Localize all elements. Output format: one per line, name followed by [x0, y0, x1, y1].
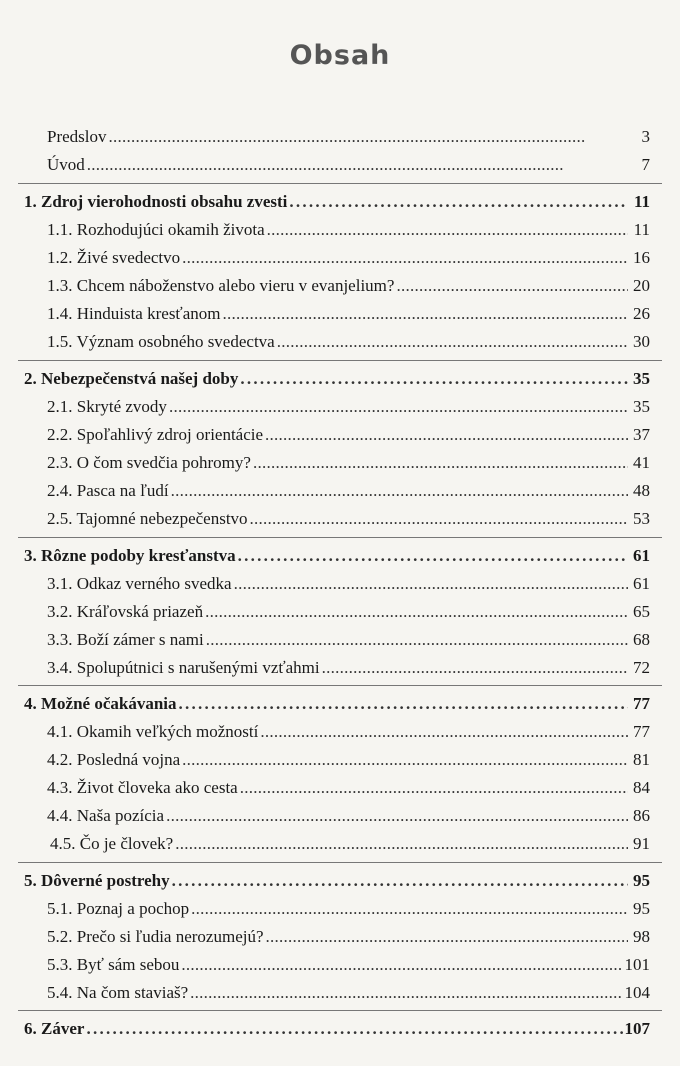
dot-leader: [240, 368, 628, 390]
toc-entry-label: 2.5. Tajomné nebezpečenstvo: [47, 509, 248, 528]
toc-entry-label: Predslov: [47, 127, 107, 146]
toc-entry-label: 1.5. Význam osobného svedectva: [47, 332, 275, 351]
toc-chapter-entry: [24, 191, 650, 213]
toc-entry: [47, 452, 650, 474]
toc-page-number: 48: [633, 481, 650, 500]
toc-entry-label: 5.2. Prečo si ľudia nerozumejú?: [47, 927, 264, 946]
toc-page-number: 107: [624, 1019, 650, 1038]
toc-entry: [47, 657, 650, 679]
toc-entry-label: 2.4. Pasca na ľudí: [47, 481, 169, 500]
toc-entry-label: 3.3. Boží zámer s nami: [47, 630, 204, 649]
dot-leader: [206, 629, 628, 651]
toc-entry: [47, 898, 650, 920]
toc-page-number: 61: [633, 574, 650, 593]
toc-chapter-entry: [24, 693, 650, 715]
dot-leader: [266, 926, 628, 948]
section-divider: [18, 537, 662, 538]
toc-page-number: 72: [633, 658, 650, 677]
dot-leader: [222, 303, 628, 325]
toc-entry: [47, 396, 650, 418]
toc-entry: [47, 331, 650, 353]
dot-leader: [277, 331, 628, 353]
toc-entry: [47, 926, 650, 948]
toc-entry-label: 3.1. Odkaz verného svedka: [47, 574, 232, 593]
toc-entry: [47, 219, 650, 241]
toc-page-number: 77: [633, 722, 650, 741]
dot-leader: [181, 954, 622, 976]
toc-entry: [47, 480, 650, 502]
toc-entry: [47, 247, 650, 269]
dot-leader: [175, 833, 628, 855]
toc-entry-label: 2.1. Skryté zvody: [47, 397, 167, 416]
dot-leader: [250, 508, 628, 530]
dot-leader: [253, 452, 628, 474]
dot-leader: [87, 154, 628, 176]
toc-entry-label: 4.3. Život človeka ako cesta: [47, 778, 238, 797]
dot-leader: [191, 898, 628, 920]
dot-leader: [238, 545, 628, 567]
toc-page-number: 35: [633, 369, 650, 388]
toc-page-number: 81: [633, 750, 650, 769]
toc-entry-label: 3.2. Kráľovská priazeň: [47, 602, 204, 621]
toc-page-number: 11: [633, 192, 650, 211]
dot-leader: [182, 749, 628, 771]
toc-page-number: 20: [633, 276, 650, 295]
toc-entry-label: 4.4. Naša pozícia: [47, 806, 165, 825]
toc-entry: [47, 126, 650, 148]
dot-leader: [190, 982, 622, 1004]
toc-entry-label: 5.4. Na čom staviaš?: [47, 983, 189, 1002]
toc-entry-label: 1.1. Rozhodujúci okamih života: [47, 220, 265, 239]
toc-page-number: 26: [633, 304, 650, 323]
dot-leader: [205, 601, 628, 623]
toc-entry: [47, 982, 650, 1004]
toc-entry-label: 2. Nebezpečenstvá našej doby: [24, 369, 239, 388]
toc-entry: [47, 721, 650, 743]
dot-leader: [396, 275, 628, 297]
section-divider: [18, 685, 662, 686]
section-divider: [18, 862, 662, 863]
toc-page-number: 41: [633, 453, 650, 472]
dot-leader: [109, 126, 629, 148]
toc-entry: [47, 629, 650, 651]
toc-entry-label: 4.1. Okamih veľkých možností: [47, 722, 259, 741]
toc-entry-label: 3.4. Spolupútnici s narušenými vzťahmi: [47, 658, 320, 677]
dot-leader: [182, 247, 628, 269]
toc-page-number: 11: [633, 220, 650, 239]
toc-entry: [47, 424, 650, 446]
dot-leader: [267, 219, 628, 241]
toc-page-number: 53: [633, 509, 650, 528]
toc-entry: [47, 573, 650, 595]
toc-page-number: 86: [633, 806, 650, 825]
toc-chapter-entry: [24, 1018, 650, 1040]
toc-chapter-entry: [24, 545, 650, 567]
toc-page-number: 95: [633, 899, 650, 918]
toc-entry-label: 4.5. Čo je človek?: [50, 834, 174, 853]
toc-page-number: 3: [641, 127, 650, 146]
toc-page-number: 65: [633, 602, 650, 621]
dot-leader: [171, 480, 628, 502]
toc-entry-label: 1.3. Chcem náboženstvo alebo vieru v evanjelium?: [47, 276, 395, 295]
toc-entry-label: 1. Zdroj vierohodnosti obsahu zvesti: [24, 192, 288, 211]
toc-page-number: 16: [633, 248, 650, 267]
dot-leader: [260, 721, 628, 743]
dot-leader: [265, 424, 628, 446]
toc-entry: [47, 777, 650, 799]
toc-page-number: 98: [633, 927, 650, 946]
toc-entry-label: 5.3. Byť sám sebou: [47, 955, 180, 974]
toc-entry: [47, 275, 650, 297]
toc-chapter-entry: [24, 870, 650, 892]
toc-entry-label: Úvod: [47, 155, 85, 174]
toc-page-number: 77: [633, 694, 650, 713]
dot-leader: [166, 805, 628, 827]
toc-page-number: 35: [633, 397, 650, 416]
toc-page-number: 95: [633, 871, 650, 890]
toc-entry-label: 2.2. Spoľahlivý zdroj orientácie: [47, 425, 264, 444]
toc-entry-label: 5.1. Poznaj a pochop: [47, 899, 190, 918]
toc-entry-label: 4.2. Posledná vojna: [47, 750, 181, 769]
dot-leader: [172, 870, 628, 892]
section-divider: [18, 360, 662, 361]
toc-page-number: 68: [633, 630, 650, 649]
toc-entry: [47, 601, 650, 623]
dot-leader: [322, 657, 628, 679]
toc-entry-label: 1.2. Živé svedectvo: [47, 248, 181, 267]
toc-entry-label: 6. Záver: [24, 1019, 85, 1038]
dot-leader: [86, 1018, 622, 1040]
section-divider: [18, 183, 662, 184]
toc-entry: [47, 805, 650, 827]
toc-entry: [50, 833, 650, 855]
toc-entry-label: 1.4. Hinduista kresťanom: [47, 304, 221, 323]
dot-leader: [234, 573, 628, 595]
section-divider: [18, 1010, 662, 1011]
toc-page-number: 91: [633, 834, 650, 853]
toc-entry-label: 4. Možné očakávania: [24, 694, 177, 713]
toc-chapter-entry: [24, 368, 650, 390]
toc-entry: [47, 954, 650, 976]
toc-page-number: 37: [633, 425, 650, 444]
toc-page-number: 84: [633, 778, 650, 797]
toc-entry: [47, 303, 650, 325]
dot-leader: [169, 396, 628, 418]
toc-entry: [47, 749, 650, 771]
dot-leader: [240, 777, 628, 799]
toc-entry-label: 2.3. O čom svedčia pohromy?: [47, 453, 251, 472]
toc-page-number: 7: [641, 155, 650, 174]
toc-entry-label: 3. Rôzne podoby kresťanstva: [24, 546, 236, 565]
toc-entry: [47, 508, 650, 530]
dot-leader: [179, 693, 628, 715]
toc-entry: [47, 154, 650, 176]
toc-page-number: 101: [624, 955, 650, 974]
toc-page-number: 104: [624, 983, 650, 1002]
toc-entry-label: 5. Dôverné postrehy: [24, 871, 170, 890]
toc-page-number: 30: [633, 332, 650, 351]
dot-leader: [289, 191, 628, 213]
page-title: Obsah: [289, 40, 391, 71]
toc-page-number: 61: [633, 546, 650, 565]
